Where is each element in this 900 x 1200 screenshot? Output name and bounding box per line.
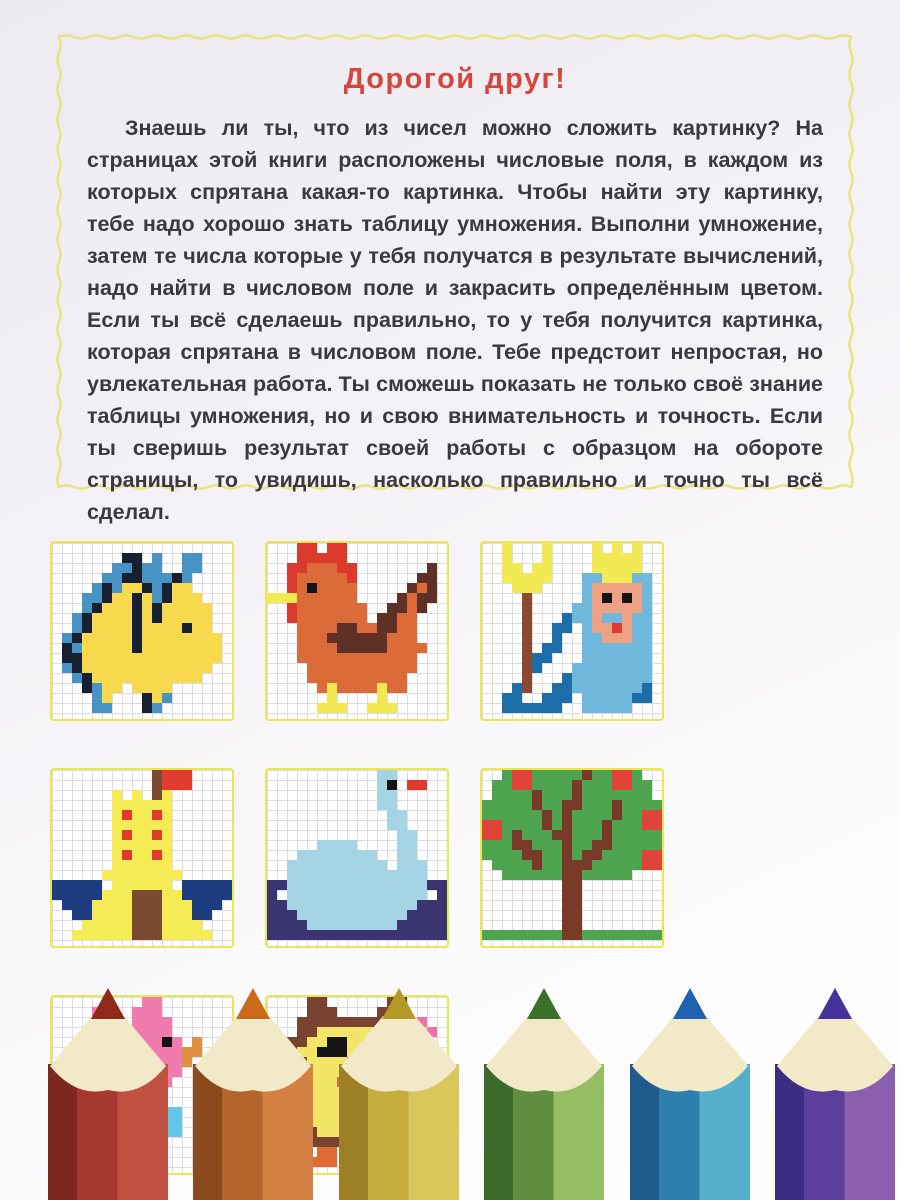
pixel-art-tile-sea-king bbox=[480, 541, 664, 721]
pencil-yellow bbox=[339, 986, 459, 1200]
pixel-art-tile-fish bbox=[50, 541, 234, 721]
rooster-sprite bbox=[267, 543, 447, 719]
page-title: Дорогой друг! bbox=[343, 63, 567, 95]
pencil-row bbox=[48, 986, 895, 1200]
pencil-wood-tip bbox=[48, 986, 168, 1104]
pencil-green bbox=[484, 986, 604, 1200]
pencil-wood-tip bbox=[484, 986, 604, 1104]
intro-box bbox=[55, 33, 855, 525]
fish-sprite bbox=[52, 543, 232, 719]
pencil-red bbox=[48, 986, 168, 1200]
pencil-orange bbox=[193, 986, 313, 1200]
intro-text: Знаешь ли ты, что из чисел можно сложить картинку? На страницах этой книги расположены числовые поля, в каждом из которых спрятана какая-то картинка. Чтобы найти эту картинку, тебе надо хорошо знать таблицу умножения. Выполни умножение, затем те числа которые у тебя получатся в результате вычислений, надо найти в числовом поле и закрасить определённым цветом. Если ты всё сделаешь правильно, то у тебя получится картинка, которая спрятана в числовом поле. Тебе предстоит непростая, но увлекательная работа. Ты сможешь показать не только своё знание таблицы умножения, но и свою внимательность и точность. Если ты сверишь результат своей работы с образцом на обороте страницы, то увидишь, насколько правильно и точно ты всё сделал. bbox=[87, 116, 823, 525]
pixel-art-tile-swan bbox=[265, 768, 449, 948]
apple-tree-sprite bbox=[482, 770, 662, 946]
pixel-art-tile-rooster bbox=[265, 541, 449, 721]
pencil-wood-tip bbox=[193, 986, 313, 1104]
pencil-purple bbox=[775, 986, 895, 1200]
pencil-blue bbox=[630, 986, 750, 1200]
pencil-wood-tip bbox=[630, 986, 750, 1104]
pixel-art-tile-castle bbox=[50, 768, 234, 948]
sea-king-sprite bbox=[482, 543, 662, 719]
intro-content bbox=[55, 33, 855, 525]
pixel-art-tile-apple-tree bbox=[480, 768, 664, 948]
pencil-wood-tip bbox=[339, 986, 459, 1104]
castle-sprite bbox=[52, 770, 232, 946]
swan-sprite bbox=[267, 770, 447, 946]
pencil-wood-tip bbox=[775, 986, 895, 1104]
